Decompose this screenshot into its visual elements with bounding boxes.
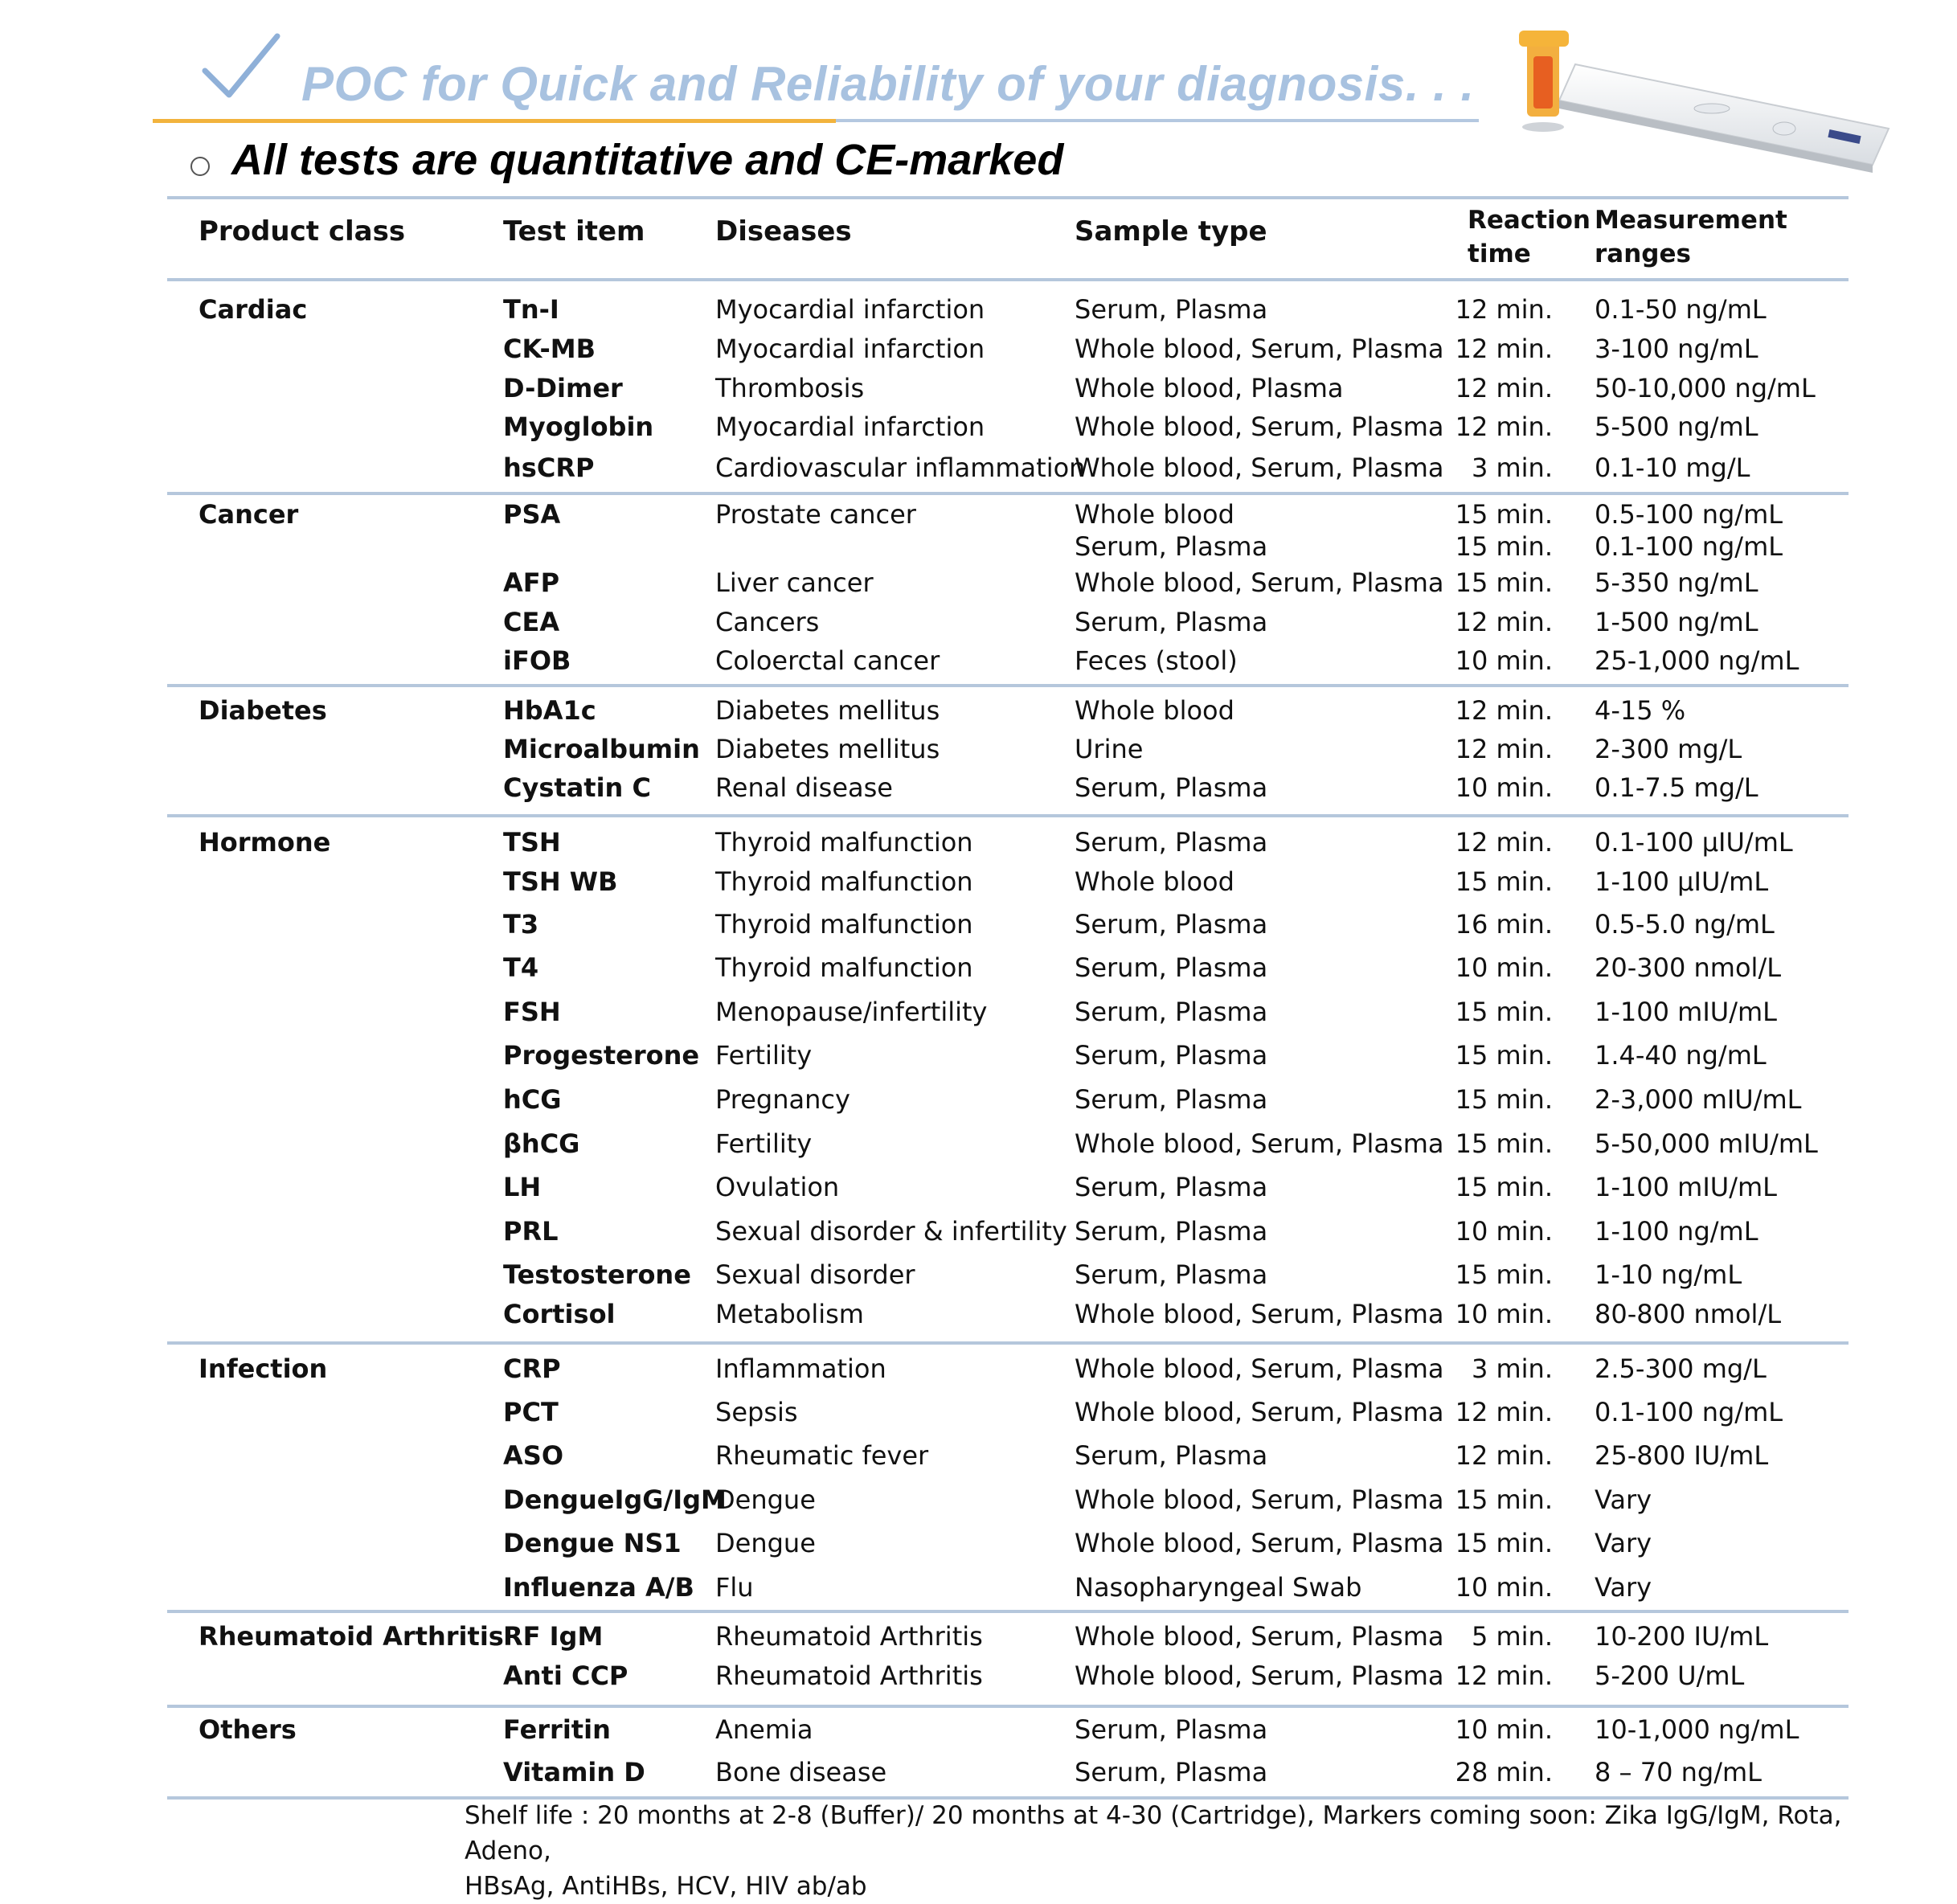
measurement-range: 0.5-5.0 ng/mL xyxy=(1595,909,1775,940)
measurement-range: Vary xyxy=(1595,1528,1652,1558)
reaction-time: 15 min. xyxy=(1455,866,1553,897)
sample-type: Whole blood, Serum, Plasma xyxy=(1075,1621,1444,1652)
reaction-time: 10 min. xyxy=(1455,645,1553,676)
measurement-range: 1-100 µIU/mL xyxy=(1595,866,1769,897)
disease: Diabetes mellitus xyxy=(715,695,940,726)
product-class: Diabetes xyxy=(199,695,327,726)
sample-type: Whole blood, Serum, Plasma xyxy=(1075,1353,1444,1384)
disease: Myocardial infarction xyxy=(715,334,985,364)
bullet-circle-icon xyxy=(190,157,210,176)
measurement-range: 0.1-100 ng/mL xyxy=(1595,1397,1783,1427)
disease: Metabolism xyxy=(715,1299,864,1329)
disease: Anemia xyxy=(715,1714,813,1745)
test-item: CRP xyxy=(503,1353,561,1384)
disease: Thyroid malfunction xyxy=(715,827,973,858)
measurement-range: Vary xyxy=(1595,1572,1652,1603)
sample-type: Serum, Plasma xyxy=(1075,997,1268,1027)
disease: Dengue xyxy=(715,1484,816,1515)
disease: Menopause/infertility xyxy=(715,997,988,1027)
sample-type: Whole blood, Serum, Plasma xyxy=(1075,1299,1444,1329)
test-item: HbA1c xyxy=(503,695,596,726)
sample-type: Whole blood, Serum, Plasma xyxy=(1075,567,1444,598)
reaction-time: 3 min. xyxy=(1471,1353,1553,1384)
reaction-time: 15 min. xyxy=(1455,997,1553,1027)
sample-type: Whole blood xyxy=(1075,866,1234,897)
page-title: POC for Quick and Reliability of your diagnosis. . . xyxy=(301,57,1475,111)
test-item: PSA xyxy=(503,499,561,530)
reaction-time: 16 min. xyxy=(1455,909,1553,940)
measurement-range: 0.1-50 ng/mL xyxy=(1595,294,1767,325)
footer-line-1: Shelf life : 20 months at 2-8 (Buffer)/ 20 months at 4-30 (Cartridge), Markers coming soon: Zika IgG/IgM, Rota, Adeno, xyxy=(465,1801,1842,1865)
reaction-time: 15 min. xyxy=(1455,1084,1553,1115)
sample-type: Serum, Plasma xyxy=(1075,909,1268,940)
header-measurement-line1: Measurement xyxy=(1595,206,1787,235)
test-item: Cystatin C xyxy=(503,772,651,803)
measurement-range: Vary xyxy=(1595,1484,1652,1515)
reaction-time: 12 min. xyxy=(1455,294,1553,325)
reaction-time: 15 min. xyxy=(1455,1172,1553,1202)
test-item: RF IgM xyxy=(503,1621,604,1652)
sample-type: Whole blood, Serum, Plasma xyxy=(1075,1484,1444,1515)
sample-type: Serum, Plasma xyxy=(1075,1259,1268,1290)
product-class: Rheumatoid Arthritis xyxy=(199,1621,504,1652)
sample-type: Nasopharyngeal Swab xyxy=(1075,1572,1362,1603)
group-separator xyxy=(167,1705,1849,1708)
test-item: PCT xyxy=(503,1397,559,1427)
group-separator xyxy=(167,492,1849,495)
reaction-time: 15 min. xyxy=(1455,1040,1553,1071)
test-item: Vitamin D xyxy=(503,1757,645,1787)
header-test-item: Test item xyxy=(503,215,645,248)
reaction-time: 15 min. xyxy=(1455,1484,1553,1515)
sample-type: Feces (stool) xyxy=(1075,645,1238,676)
reaction-time: 5 min. xyxy=(1471,1621,1553,1652)
measurement-range: 25-1,000 ng/mL xyxy=(1595,645,1799,676)
measurement-range: 10-200 IU/mL xyxy=(1595,1621,1769,1652)
reaction-time: 3 min. xyxy=(1471,452,1553,483)
sample-type: Whole blood, Serum, Plasma xyxy=(1075,334,1444,364)
disease: Sexual disorder & infertility xyxy=(715,1216,1067,1247)
test-item: T3 xyxy=(503,909,539,940)
sample-type: Whole blood, Serum, Plasma xyxy=(1075,1128,1444,1159)
measurement-range: 80-800 nmol/L xyxy=(1595,1299,1782,1329)
test-item: hsCRP xyxy=(503,452,595,483)
reaction-time: 12 min. xyxy=(1455,607,1553,637)
reaction-time: 15 min. xyxy=(1455,1128,1553,1159)
reaction-time: 15 min. xyxy=(1455,567,1553,598)
test-item: βhCG xyxy=(503,1128,580,1159)
test-item: Dengue NS1 xyxy=(503,1528,682,1558)
reaction-time: 10 min. xyxy=(1455,1216,1553,1247)
reaction-time: 28 min. xyxy=(1455,1757,1553,1787)
test-item: Progesterone xyxy=(503,1040,700,1071)
sample-type: Serum, Plasma xyxy=(1075,1172,1268,1202)
disease: Fertility xyxy=(715,1040,813,1071)
header-bottom-rule xyxy=(167,278,1849,281)
test-item: CK-MB xyxy=(503,334,596,364)
disease: Cardiovascular inflammation xyxy=(715,452,1086,483)
test-cartridge-image xyxy=(1439,8,1921,201)
measurement-range: 2-300 mg/L xyxy=(1595,734,1742,764)
disease: Inflammation xyxy=(715,1353,886,1384)
disease: Pregnancy xyxy=(715,1084,850,1115)
test-item: T4 xyxy=(503,952,539,983)
disease: Liver cancer xyxy=(715,567,874,598)
product-class: Cancer xyxy=(199,499,299,530)
measurement-range: 1-100 mIU/mL xyxy=(1595,1172,1777,1202)
test-item: Anti CCP xyxy=(503,1660,628,1691)
reaction-time: 12 min. xyxy=(1455,1440,1553,1471)
measurement-range: 3-100 ng/mL xyxy=(1595,334,1758,364)
group-separator xyxy=(167,1341,1849,1345)
reaction-time: 15 min. xyxy=(1455,499,1553,530)
test-item: Testosterone xyxy=(503,1259,691,1290)
sample-type: Serum, Plasma xyxy=(1075,1714,1268,1745)
reaction-time: 15 min. xyxy=(1455,531,1553,562)
sample-type: Whole blood xyxy=(1075,499,1234,530)
group-separator xyxy=(167,1610,1849,1613)
reaction-time: 10 min. xyxy=(1455,772,1553,803)
disease: Thrombosis xyxy=(715,373,865,403)
disease: Rheumatic fever xyxy=(715,1440,929,1471)
measurement-range: 1.4-40 ng/mL xyxy=(1595,1040,1767,1071)
measurement-range: 5-50,000 mIU/mL xyxy=(1595,1128,1818,1159)
reaction-time: 12 min. xyxy=(1455,695,1553,726)
reaction-time: 10 min. xyxy=(1455,1299,1553,1329)
sample-type: Whole blood, Serum, Plasma xyxy=(1075,1528,1444,1558)
measurement-range: 0.1-100 µIU/mL xyxy=(1595,827,1793,858)
sample-type: Serum, Plasma xyxy=(1075,1757,1268,1787)
disease: Thyroid malfunction xyxy=(715,952,973,983)
product-class: Infection xyxy=(199,1353,328,1384)
measurement-range: 5-350 ng/mL xyxy=(1595,567,1758,598)
disease: Dengue xyxy=(715,1528,816,1558)
footer-note xyxy=(465,1798,1863,1904)
sample-type: Whole blood xyxy=(1075,695,1234,726)
measurement-range: 50-10,000 ng/mL xyxy=(1595,373,1816,403)
reaction-time: 12 min. xyxy=(1455,734,1553,764)
measurement-range: 0.1-100 ng/mL xyxy=(1595,531,1783,562)
sample-type: Whole blood, Plasma xyxy=(1075,373,1344,403)
measurement-range: 2.5-300 mg/L xyxy=(1595,1353,1767,1384)
sample-type: Serum, Plasma xyxy=(1075,1040,1268,1071)
measurement-range: 1-500 ng/mL xyxy=(1595,607,1758,637)
disease: Coloerctal cancer xyxy=(715,645,940,676)
header-reaction-time-line1: Reaction xyxy=(1468,206,1591,235)
test-item: Influenza A/B xyxy=(503,1572,694,1603)
sample-type: Serum, Plasma xyxy=(1075,952,1268,983)
sample-type: Serum, Plasma xyxy=(1075,1216,1268,1247)
product-class: Hormone xyxy=(199,827,331,858)
disease: Ovulation xyxy=(715,1172,840,1202)
sample-type: Whole blood, Serum, Plasma xyxy=(1075,412,1444,442)
group-separator xyxy=(167,814,1849,817)
test-item: ASO xyxy=(503,1440,564,1471)
disease: Sepsis xyxy=(715,1397,798,1427)
measurement-range: 8 – 70 ng/mL xyxy=(1595,1757,1762,1787)
test-item: Cortisol xyxy=(503,1299,616,1329)
reaction-time: 15 min. xyxy=(1455,1528,1553,1558)
test-item: LH xyxy=(503,1172,542,1202)
measurement-range: 5-500 ng/mL xyxy=(1595,412,1758,442)
reaction-time: 10 min. xyxy=(1455,1714,1553,1745)
test-item: Myoglobin xyxy=(503,412,654,442)
reaction-time: 10 min. xyxy=(1455,1572,1553,1603)
disease: Rheumatoid Arthritis xyxy=(715,1621,983,1652)
measurement-range: 10-1,000 ng/mL xyxy=(1595,1714,1799,1745)
test-item: D-Dimer xyxy=(503,373,623,403)
sample-type: Serum, Plasma xyxy=(1075,531,1268,562)
disease: Rheumatoid Arthritis xyxy=(715,1660,983,1691)
measurement-range: 0.1-10 mg/L xyxy=(1595,452,1750,483)
checkmark-icon xyxy=(201,32,281,104)
header-diseases: Diseases xyxy=(715,215,852,248)
test-item: FSH xyxy=(503,997,561,1027)
footer-line-2: HBsAg, AntiHBs, HCV, HIV ab/ab xyxy=(465,1872,867,1901)
disease: Bone disease xyxy=(715,1757,887,1787)
disease: Thyroid malfunction xyxy=(715,866,973,897)
sample-type: Serum, Plasma xyxy=(1075,1440,1268,1471)
disease: Thyroid malfunction xyxy=(715,909,973,940)
measurement-range: 5-200 U/mL xyxy=(1595,1660,1745,1691)
disease: Diabetes mellitus xyxy=(715,734,940,764)
disease: Myocardial infarction xyxy=(715,294,985,325)
measurement-range: 0.5-100 ng/mL xyxy=(1595,499,1783,530)
test-item: CEA xyxy=(503,607,560,637)
table-top-rule xyxy=(167,196,1849,199)
product-class: Others xyxy=(199,1714,297,1745)
product-class: Cardiac xyxy=(199,294,308,325)
reaction-time: 12 min. xyxy=(1455,334,1553,364)
reaction-time: 12 min. xyxy=(1455,1397,1553,1427)
reaction-time: 10 min. xyxy=(1455,952,1553,983)
header-sample-type: Sample type xyxy=(1075,215,1267,248)
header-product-class: Product class xyxy=(199,215,406,248)
sample-type: Serum, Plasma xyxy=(1075,772,1268,803)
reaction-time: 12 min. xyxy=(1455,373,1553,403)
subtitle: All tests are quantitative and CE-marked xyxy=(231,136,1064,184)
measurement-range: 1-10 ng/mL xyxy=(1595,1259,1742,1290)
reaction-time: 12 min. xyxy=(1455,412,1553,442)
sample-type: Serum, Plasma xyxy=(1075,827,1268,858)
measurement-range: 25-800 IU/mL xyxy=(1595,1440,1769,1471)
measurement-range: 4-15 % xyxy=(1595,695,1686,726)
reaction-time: 15 min. xyxy=(1455,1259,1553,1290)
test-item: TSH WB xyxy=(503,866,618,897)
test-item: Ferritin xyxy=(503,1714,611,1745)
sample-type: Urine xyxy=(1075,734,1144,764)
measurement-range: 1-100 mIU/mL xyxy=(1595,997,1777,1027)
disease: Flu xyxy=(715,1572,754,1603)
disease: Sexual disorder xyxy=(715,1259,915,1290)
measurement-range: 20-300 nmol/L xyxy=(1595,952,1782,983)
test-item: PRL xyxy=(503,1216,559,1247)
test-item: iFOB xyxy=(503,645,571,676)
test-item: Microalbumin xyxy=(503,734,700,764)
header-reaction-time-line2: time xyxy=(1468,240,1531,268)
reaction-time: 12 min. xyxy=(1455,827,1553,858)
sample-type: Serum, Plasma xyxy=(1075,294,1268,325)
sample-type: Serum, Plasma xyxy=(1075,607,1268,637)
test-item: hCG xyxy=(503,1084,562,1115)
sample-type: Whole blood, Serum, Plasma xyxy=(1075,1660,1444,1691)
test-item: TSH xyxy=(503,827,561,858)
title-underline-gold xyxy=(153,119,836,123)
measurement-range: 2-3,000 mIU/mL xyxy=(1595,1084,1802,1115)
group-separator xyxy=(167,684,1849,687)
disease: Renal disease xyxy=(715,772,893,803)
disease: Cancers xyxy=(715,607,820,637)
test-item: Tn-I xyxy=(503,294,559,325)
reaction-time: 12 min. xyxy=(1455,1660,1553,1691)
disease: Fertility xyxy=(715,1128,813,1159)
header-measurement-line2: ranges xyxy=(1595,240,1691,268)
sample-type: Serum, Plasma xyxy=(1075,1084,1268,1115)
test-item: DengueIgG/IgM xyxy=(503,1484,727,1515)
measurement-range: 1-100 ng/mL xyxy=(1595,1216,1758,1247)
test-item: AFP xyxy=(503,567,560,598)
measurement-range: 0.1-7.5 mg/L xyxy=(1595,772,1758,803)
sample-type: Whole blood, Serum, Plasma xyxy=(1075,452,1444,483)
sample-type: Whole blood, Serum, Plasma xyxy=(1075,1397,1444,1427)
disease: Myocardial infarction xyxy=(715,412,985,442)
disease: Prostate cancer xyxy=(715,499,916,530)
